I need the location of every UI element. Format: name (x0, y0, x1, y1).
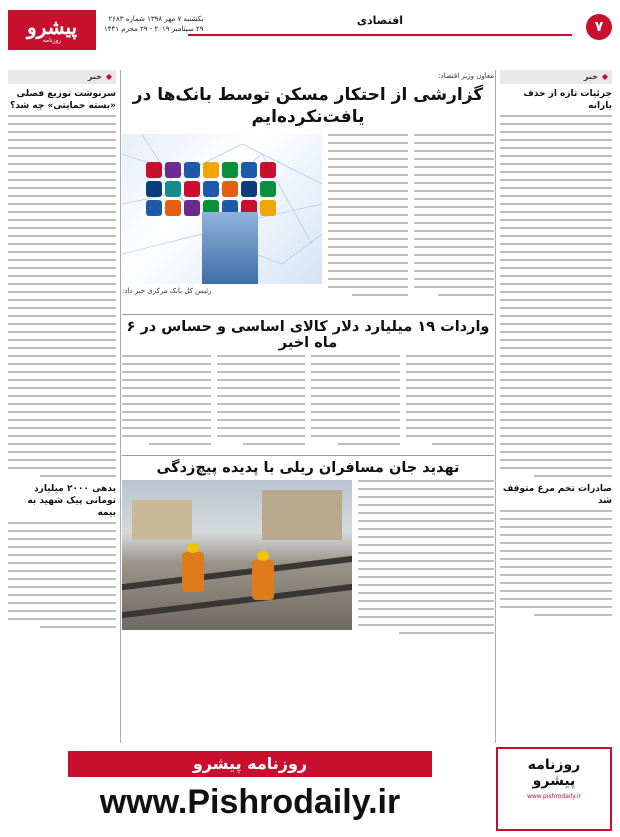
banner-url: www.Pishrodaily.ir (99, 783, 401, 821)
article-title: سرنوشت توزیع فصلی «بسته حمایتی» چه شد؟ (10, 89, 116, 111)
second-article (122, 355, 494, 451)
website-banner (8, 747, 492, 827)
worker-figure (252, 560, 274, 600)
helmet-icon (187, 543, 199, 553)
column-divider (495, 70, 496, 743)
building-graphic (132, 500, 192, 540)
bank-logo-grid (146, 162, 276, 216)
issue-date: یکشنبه ۷ مهر ۱۳۹۸ شماره ۲۶۸۳ ۲۹ سپتامبر ۲۰۱۹ - ۲۹ محرم ۱۴۴۱ (104, 15, 204, 33)
right-news-column (500, 70, 612, 622)
worker-figure (182, 552, 204, 592)
article-body-text (500, 510, 612, 616)
third-headline: تهدید جان مسافران ریلی با پدیده پیچ‌زدگی (122, 455, 494, 476)
helmet-icon (257, 551, 269, 561)
headline-kicker: معاون وزیر اقتصاد: (438, 72, 494, 80)
rail-track (122, 555, 352, 592)
main-headline: گزارشی از احتکار مسکن توسط بانک‌ها در یافت‌نکرده‌ایم (132, 85, 484, 127)
main-articles (122, 70, 494, 640)
second-headline: واردات ۱۹ میلیارد دلار کالای اساسی و حساس در ۶ ماه اخیر (122, 314, 494, 351)
newspaper-ad-box: روزنامه پیشرو www.pishrodaily.ir (496, 747, 612, 831)
rail-photo-wrap (122, 480, 352, 640)
lead-article (122, 134, 494, 310)
article-body-text (500, 115, 612, 477)
third-article (122, 480, 494, 640)
article-body-text (311, 355, 400, 451)
bullet-icon: ◆ (105, 72, 112, 81)
column-divider (120, 70, 121, 743)
section-title: اقتصادی (188, 14, 572, 36)
article-body-text (8, 522, 116, 628)
article-body-text (414, 134, 494, 310)
building-graphic (202, 212, 258, 284)
newspaper-logo: پیشرو روزنامه (8, 10, 96, 50)
lead-photo-wrap (122, 134, 322, 310)
article-body-text (358, 480, 494, 640)
news-label: ◆خبر (500, 70, 612, 84)
article-title: جزئیات تازه از حذف یارانه (523, 89, 612, 111)
article-title: بدهی ۲۰۰۰ میلیارد تومانی پیک شهید به بیمه (27, 484, 116, 518)
article-body-text (122, 355, 211, 451)
article-title: صادرات تخم مرغ متوقف شد (502, 484, 612, 506)
advertisement-bar (8, 747, 612, 827)
page-header (8, 10, 612, 62)
article-body-text (217, 355, 306, 451)
banner-title: روزنامه پیشرو (68, 751, 432, 777)
page-number: ۷ (586, 14, 612, 40)
news-label: ◆خبر (8, 70, 116, 84)
left-news-column (8, 70, 116, 634)
railway-workers-photo (122, 480, 352, 630)
bullet-icon: ◆ (601, 72, 608, 81)
building-graphic (262, 490, 342, 540)
article-byline: رئیس کل بانک مرکزی خبر داد: (122, 287, 212, 295)
bank-logos-image (122, 134, 322, 284)
rail-track (122, 583, 352, 620)
article-body-text (406, 355, 495, 451)
article-body-text (8, 115, 116, 477)
article-body-text (328, 134, 408, 310)
